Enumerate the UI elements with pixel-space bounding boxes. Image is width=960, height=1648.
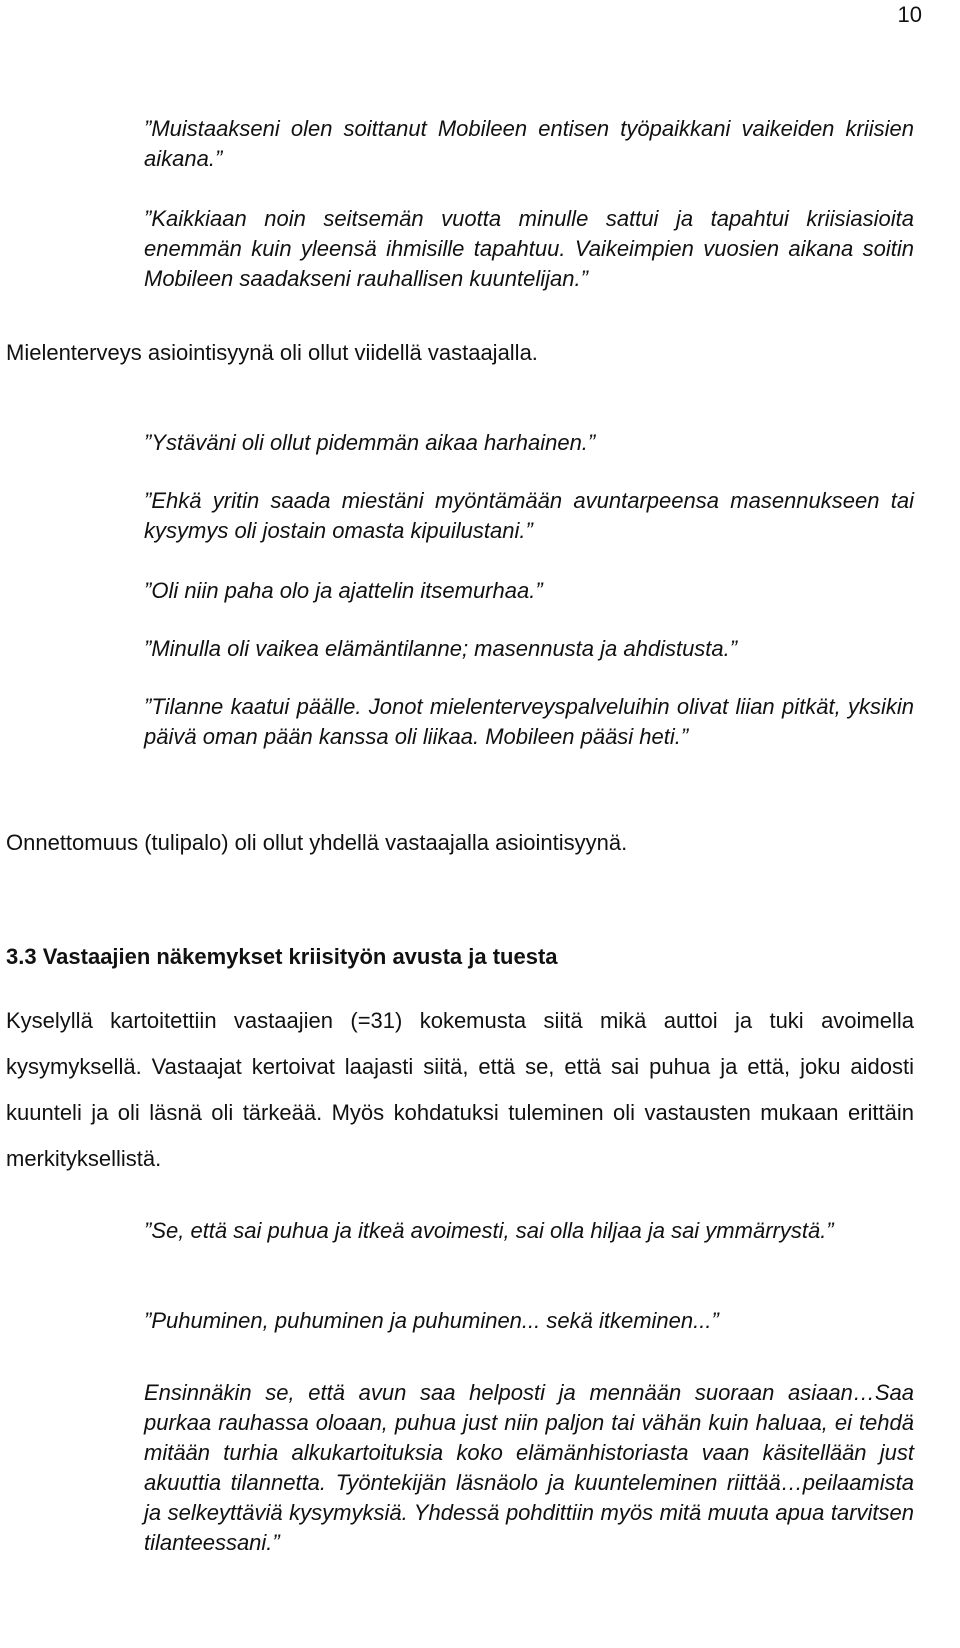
statement-text: Mielenterveys asiointisyynä oli ollut viidellä vastaajalla.	[6, 340, 538, 365]
quote-text: ”Se, että sai puhua ja itkeä avoimesti, sai olla hiljaa ja sai ymmärrystä.”	[144, 1218, 834, 1243]
page-number: 10	[897, 2, 922, 27]
quote-text: ”Muistaakseni olen soittanut Mobileen entisen työpaikkani vaikeiden kriisien aikana.”	[144, 116, 914, 171]
quote-text: ”Ehkä yritin saada miestäni myöntämään avuntarpeensa masennukseen tai kysymys oli jostain omasta kipuilustani.”	[144, 488, 914, 543]
section-heading: 3.3 Vastaajien näkemykset kriisityön avusta ja tuesta	[6, 944, 558, 969]
quote-text: ”Oli niin paha olo ja ajattelin itsemurhaa.”	[144, 578, 543, 603]
quote-text: ”Minulla oli vaikea elämäntilanne; masennusta ja ahdistusta.”	[144, 636, 738, 661]
quote-text: ”Tilanne kaatui päälle. Jonot mielenterveyspalveluihin olivat liian pitkät, yksikin päivä oman pään kanssa oli liikaa. Mobileen pääsi heti.”	[144, 694, 914, 749]
quote-text: ”Puhuminen, puhuminen ja puhuminen... sekä itkeminen...”	[144, 1308, 719, 1333]
body-paragraph: Kyselyllä kartoitettiin vastaajien (=31) kokemusta siitä mikä auttoi ja tuki avoimella kysymyksellä. Vastaajat kertoivat laajasti siitä, että se, että sai puhua ja että, joku aidosti kuunteli ja oli läsnä oli tärkeää. Myös kohdatuksi tuleminen oli vastausten mukaan erittäin merkityksellistä.	[6, 1008, 914, 1171]
quote-text: ”Ystäväni oli ollut pidemmän aikaa harhainen.”	[144, 430, 596, 455]
statement-text: Onnettomuus (tulipalo) oli ollut yhdellä vastaajalla asiointisyynä.	[6, 830, 628, 855]
quote-text: Ensinnäkin se, että avun saa helposti ja mennään suoraan asiaan…Saa purkaa rauhassa oloaan, puhua just niin paljon tai vähän kuin haluaa, ei tehdä mitään turhia alkukartoituksia koko elämänhistoriasta vaan käsitellään just akuuttia tilannetta. Työntekijän läsnäolo ja kuunteleminen riittää…peilaamista ja selkeyttäviä kysymyksiä. Yhdessä pohdittiin myös mitä muuta apua tarvitsen tilanteessani.”	[144, 1380, 914, 1555]
quote-text: ”Kaikkiaan noin seitsemän vuotta minulle sattui ja tapahtui kriisiasioita enemmän kuin yleensä ihmisille tapahtuu. Vaikeimpien vuosien aikana soitin Mobileen saadakseni rauhallisen kuuntelijan.”	[144, 206, 914, 291]
